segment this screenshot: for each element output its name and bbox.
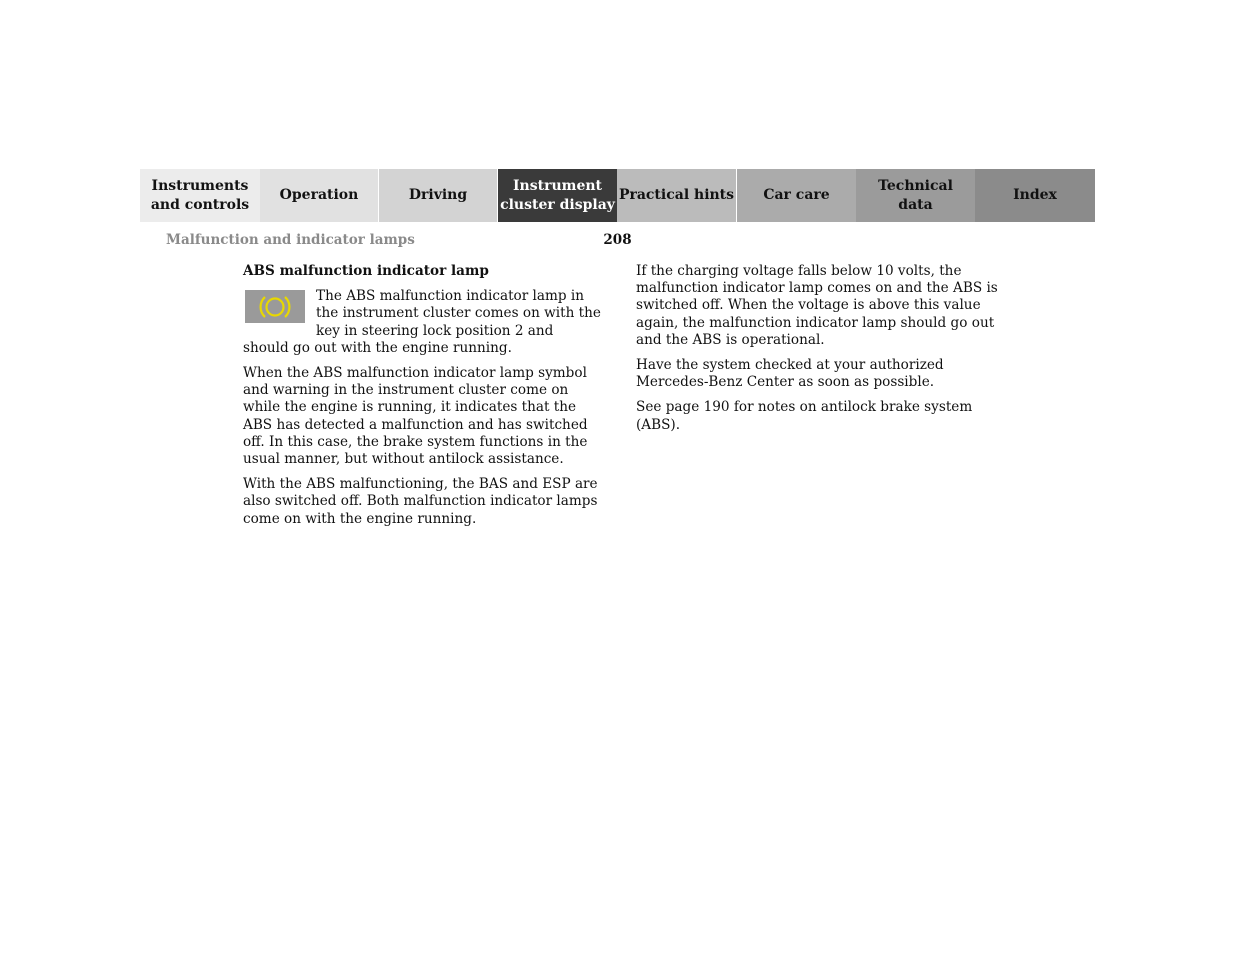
- tab-label-line1: Driving: [408, 187, 468, 203]
- tab-label-line1: Index: [1013, 187, 1057, 203]
- tab-instrument-cluster-display[interactable]: [498, 169, 617, 222]
- abs-warning-lamp-icon: [245, 290, 305, 323]
- page-number: 208: [603, 232, 632, 248]
- lamp-left-arc: [261, 297, 265, 317]
- intro-text: The ABS malfunction indicator lamp in the instrument cluster comes on with the key in steering lock position 2 and should go out with the engine running.: [243, 288, 601, 356]
- right-column: [636, 263, 1001, 442]
- section-title: Malfunction and indicator lamps: [166, 232, 415, 248]
- abs-lamp-symbol: [255, 292, 295, 322]
- tab-instruments-and-controls[interactable]: [140, 169, 260, 222]
- tab-car-care[interactable]: [737, 169, 856, 222]
- lamp-right-arc: [285, 297, 289, 317]
- body-paragraph: With the ABS malfunctioning, the BAS and ESP are also switched off. Both malfunction indicator lamps come on with the engine running.: [243, 476, 598, 527]
- chapter-navigation-bar: [140, 169, 1095, 222]
- tab-operation[interactable]: [260, 169, 379, 222]
- left-column: [243, 263, 603, 536]
- tab-label-line1: Instruments: [151, 177, 249, 194]
- body-paragraph: If the charging voltage falls below 10 volts, the malfunction indicator lamp comes on and the ABS is switched off. When the voltage is above this value again, the malfunction indicator lamp should go out and the ABS is operational.: [636, 263, 998, 348]
- tab-technical-data[interactable]: [856, 169, 975, 222]
- tab-label-line2: data: [898, 196, 933, 213]
- intro-paragraph: [243, 288, 603, 357]
- tab-label-line1: Car care: [763, 187, 830, 203]
- tab-driving[interactable]: [379, 169, 498, 222]
- tab-label-line2: and controls: [150, 196, 250, 213]
- body-paragraph: Have the system checked at your authorized Mercedes-Benz Center as soon as possible.: [636, 357, 944, 391]
- section-heading: ABS malfunction indicator lamp: [243, 263, 489, 279]
- tab-label-line1: Instrument: [513, 177, 602, 194]
- tab-label-line1: Operation: [279, 187, 359, 203]
- body-paragraph: See page 190 for notes on antilock brake system (ABS).: [636, 399, 973, 433]
- tab-index[interactable]: [975, 169, 1095, 222]
- tab-practical-hints[interactable]: [617, 169, 737, 222]
- lamp-center-circle: [267, 298, 284, 315]
- tab-label-line1: Technical: [878, 177, 953, 194]
- body-paragraph: When the ABS malfunction indicator lamp symbol and warning in the instrument cluster come on while the engine is running, it indicates that the ABS has detected a malfunction and has switched off. In this case, the brake system functions in the usual manner, but without antilock assistance.: [243, 365, 588, 468]
- tab-label-line2: cluster display: [500, 196, 615, 213]
- tab-label-line1: Practical hints: [618, 187, 735, 203]
